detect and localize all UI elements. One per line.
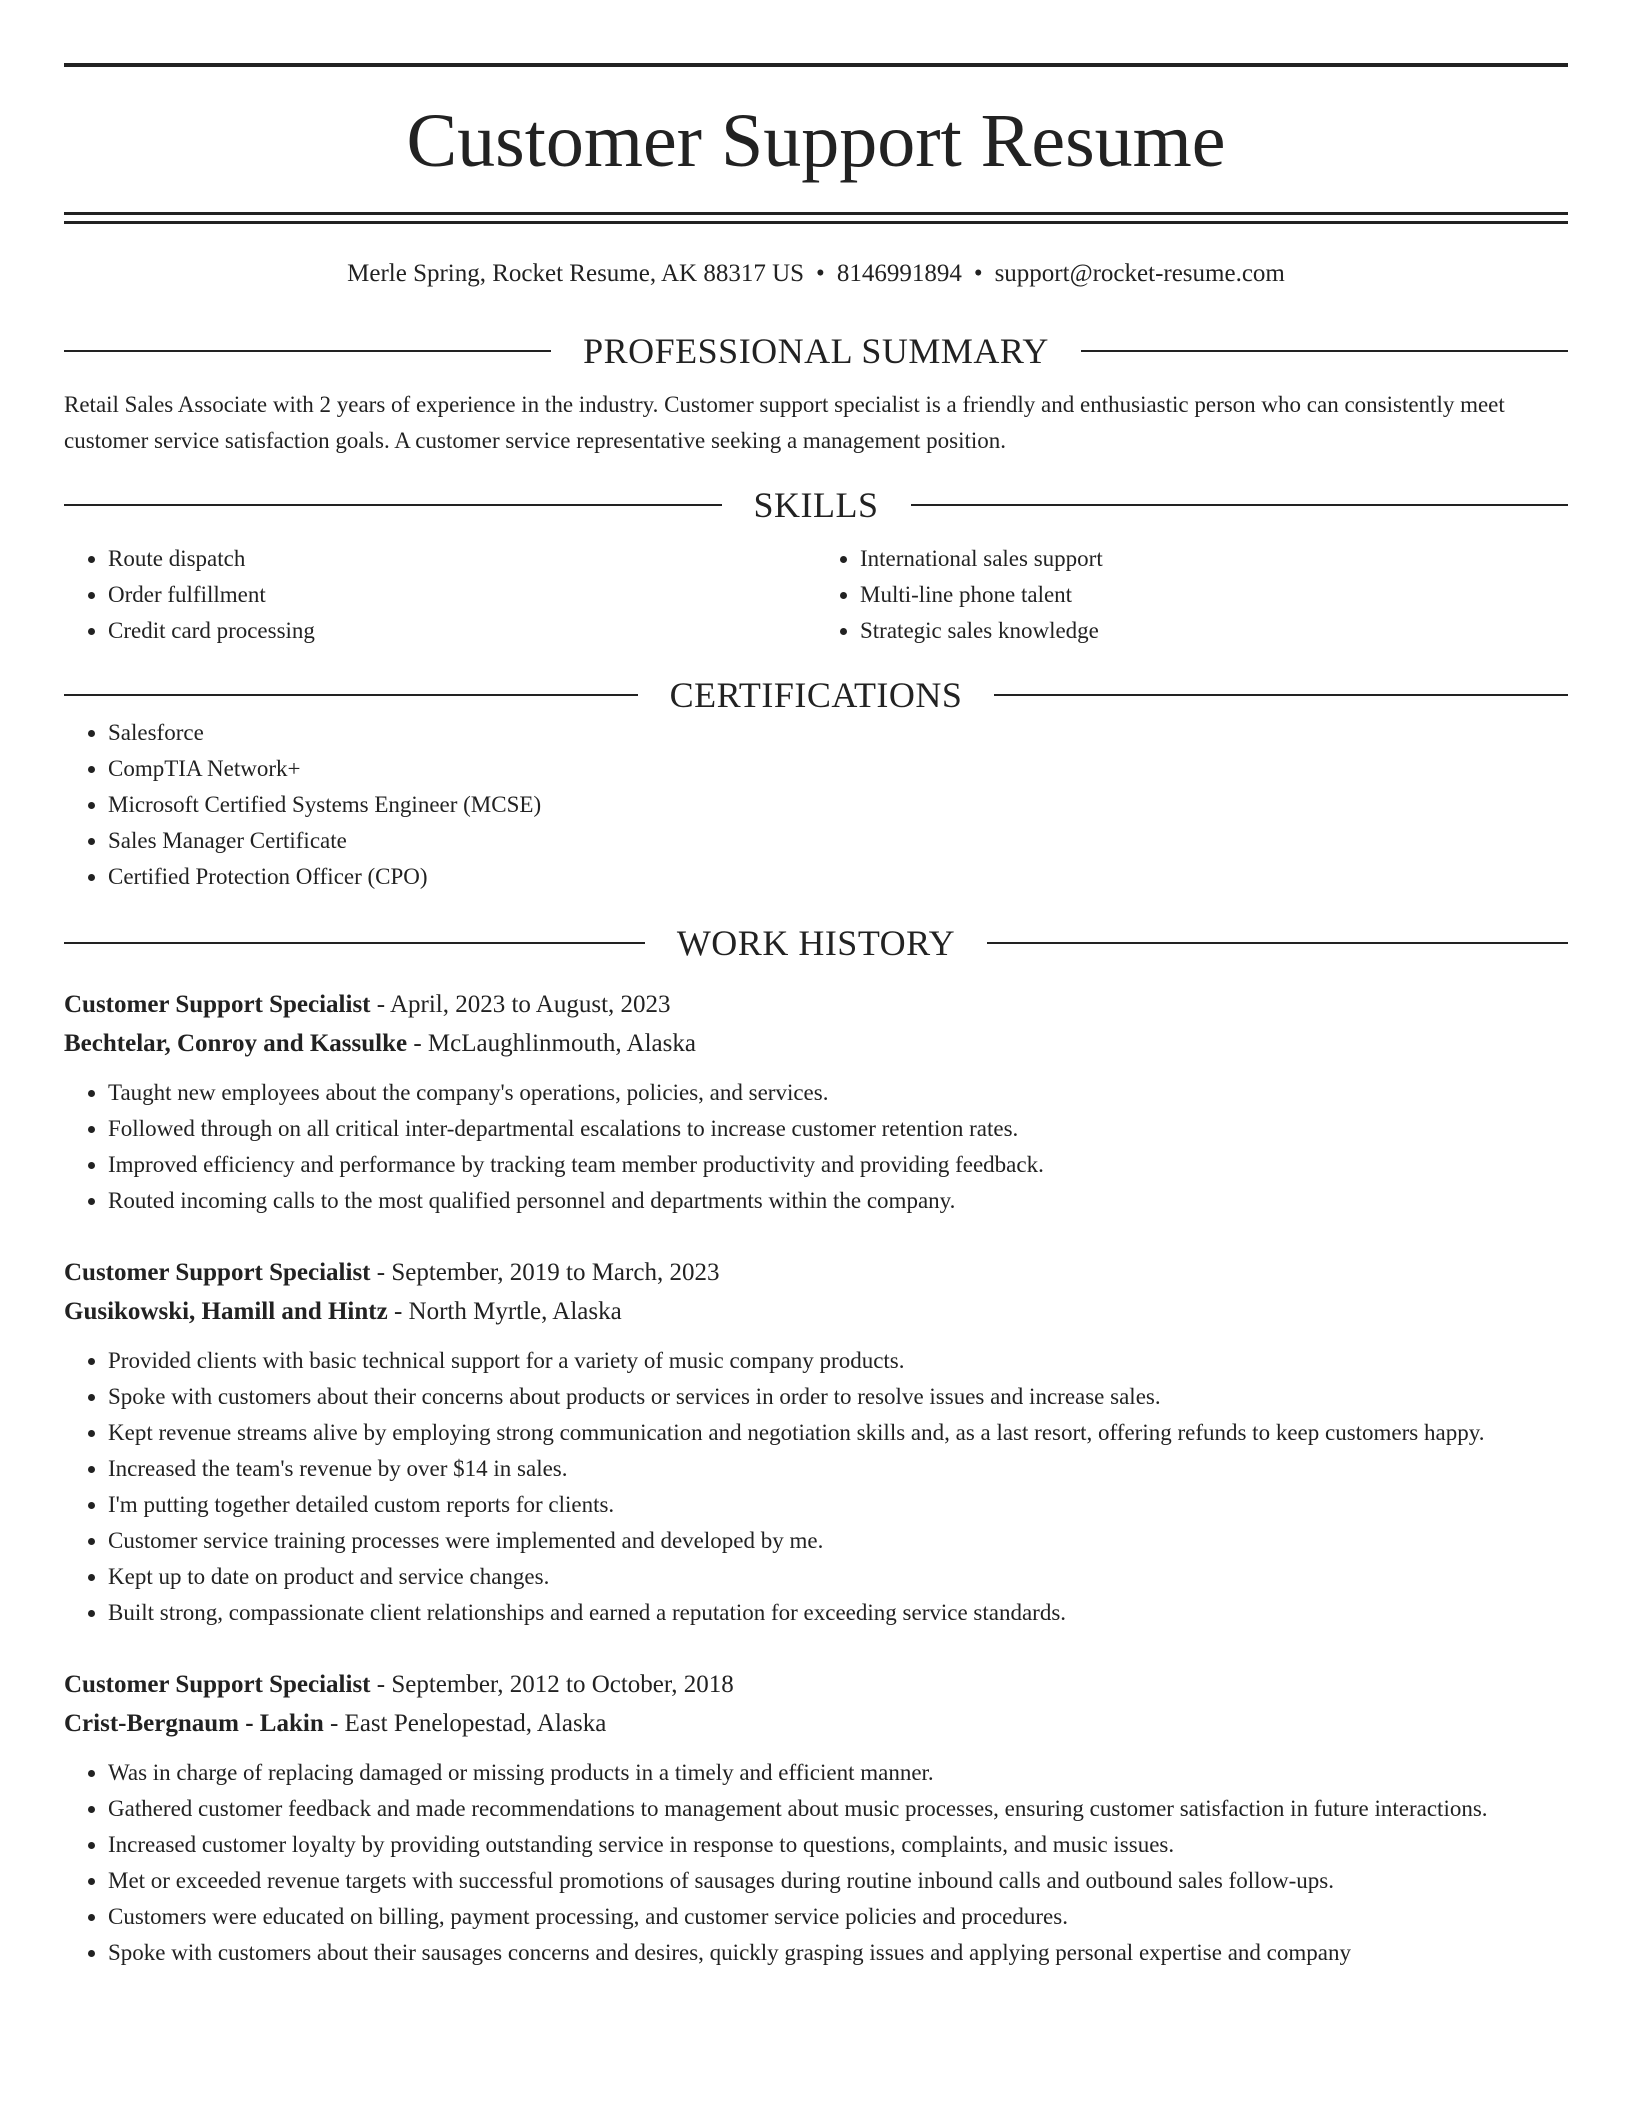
job-location: - East Penelopestad, Alaska [323,1710,607,1737]
job-duty-item: • Increased customer loyalty by providing outstanding service in response to questions, complaints, and music issues. [108,1827,1568,1863]
skill-item: • Multi-line phone talent [860,577,1568,613]
job-role: Customer Support Specialist [64,1671,371,1698]
professional-summary-text: Retail Sales Associate with 2 years of experience in the industry. Customer support specialist is a friendly and enthusiastic person who can consistently meet customer service satisfaction goals. A customer service representative seeking a management position. [64,392,1505,453]
job-duty-item: • I'm putting together detailed custom reports for clients. [108,1487,1568,1523]
job-role-line [64,1253,1568,1292]
resume-title: Customer Support Resume [406,99,1226,183]
job-role: Customer Support Specialist [64,1259,371,1286]
certifications-list [64,715,1568,895]
job-duty-item: • Kept up to date on product and service changes. [108,1559,1568,1595]
section-rule-left [64,942,645,944]
job-entry [64,1665,1568,1971]
contact-email: support@rocket-resume.com [994,260,1285,287]
job-duty-item: • Kept revenue streams alive by employing strong communication and negotiation skills and, as a last resort, offering refunds to keep customers happy. [108,1415,1568,1451]
job-duty-item: • Increased the team's revenue by over $14 in sales. [108,1451,1568,1487]
job-entry [64,1253,1568,1631]
contact-address: Merle Spring, Rocket Resume, AK 88317 US [347,260,805,287]
section-title-skills: SKILLS [753,485,879,525]
job-location: - McLaughlinmouth, Alaska [407,1030,696,1057]
section-title-work-history: WORK HISTORY [676,923,956,963]
skill-item: • Route dispatch [108,541,816,577]
job-duty-item: • Provided clients with basic technical support for a variety of music company products. [108,1343,1568,1379]
contact-separator: • [816,260,825,287]
job-duty-item: • Followed through on all critical inter-departmental escalations to increase customer retention rates. [108,1111,1568,1147]
section-rule-right [994,694,1568,696]
section-heading-work-history [64,923,1568,963]
job-duty-item: • Routed incoming calls to the most qualified personnel and departments within the company. [108,1183,1568,1219]
job-duty-item: • Taught new employees about the company's operations, policies, and services. [108,1075,1568,1111]
section-rule-right [911,504,1569,506]
job-role-line [64,985,1568,1024]
job-duties-list [64,1343,1568,1631]
skills-list-left [64,541,816,649]
section-heading-summary [64,331,1568,371]
skill-item: • International sales support [860,541,1568,577]
section-rule-right [1081,350,1568,352]
contact-line [64,259,1568,289]
certification-item: • Salesforce [108,715,1568,751]
job-duties-list [64,1755,1568,1971]
job-duty-item: • Customers were educated on billing, payment processing, and customer service policies and procedures. [108,1899,1568,1935]
skills-columns [64,541,1568,649]
job-duty-item: • Spoke with customers about their sausages concerns and desires, quickly grasping issues and applying personal expertise and company [108,1935,1568,1971]
section-heading-certifications [64,675,1568,715]
job-company-line [64,1704,1568,1743]
skills-list-right [816,541,1568,649]
header-double-rule-upper [64,212,1568,215]
job-duty-item: • Gathered customer feedback and made recommendations to management about music processes, ensuring customer satisfaction in future interactions. [108,1791,1568,1827]
certification-item: • Microsoft Certified Systems Engineer (MCSE) [108,787,1568,823]
job-duties-list [64,1075,1568,1219]
section-rule-right [987,942,1568,944]
job-role-line [64,1665,1568,1704]
job-duty-item: • Customer service training processes were implemented and developed by me. [108,1523,1568,1559]
job-role: Customer Support Specialist [64,991,371,1018]
job-company-line [64,1292,1568,1331]
section-rule-left [64,350,551,352]
skill-item: • Strategic sales knowledge [860,613,1568,649]
header-double-rule-lower [64,221,1568,224]
job-company: Gusikowski, Hamill and Hintz [64,1298,388,1325]
certification-item: • Sales Manager Certificate [108,823,1568,859]
job-company-line [64,1024,1568,1063]
certification-item: • Certified Protection Officer (CPO) [108,859,1568,895]
job-dates: - April, 2023 to August, 2023 [370,991,671,1018]
job-duty-item: • Was in charge of replacing damaged or missing products in a timely and efficient manner. [108,1755,1568,1791]
job-duty-item: • Built strong, compassionate client relationships and earned a reputation for exceeding service standards. [108,1595,1568,1631]
skill-item: • Credit card processing [108,613,816,649]
skill-item: • Order fulfillment [108,577,816,613]
contact-phone: 8146991894 [836,260,962,287]
contact-separator: • [973,260,983,287]
certification-item: • CompTIA Network+ [108,751,1568,787]
job-location: - North Myrtle, Alaska [387,1298,622,1325]
job-dates: - September, 2019 to March, 2023 [370,1259,720,1286]
job-entry [64,985,1568,1219]
section-heading-skills [64,485,1568,525]
job-company: Crist-Bergnaum - Lakin [64,1710,324,1737]
job-duty-item: • Improved efficiency and performance by tracking team member productivity and providing feedback. [108,1147,1568,1183]
section-rule-left [64,504,722,506]
job-duty-item: • Met or exceeded revenue targets with successful promotions of sausages during routine inbound calls and outbound sales follow-ups. [108,1863,1568,1899]
section-title-certifications: CERTIFICATIONS [669,675,963,715]
job-company: Bechtelar, Conroy and Kassulke [64,1030,408,1057]
job-duty-item: • Spoke with customers about their concerns about products or services in order to resolve issues and increase sales. [108,1379,1568,1415]
header-top-rule [64,63,1568,67]
section-title-summary: PROFESSIONAL SUMMARY [583,331,1049,371]
section-rule-left [64,694,638,696]
job-dates: - September, 2012 to October, 2018 [370,1671,734,1698]
